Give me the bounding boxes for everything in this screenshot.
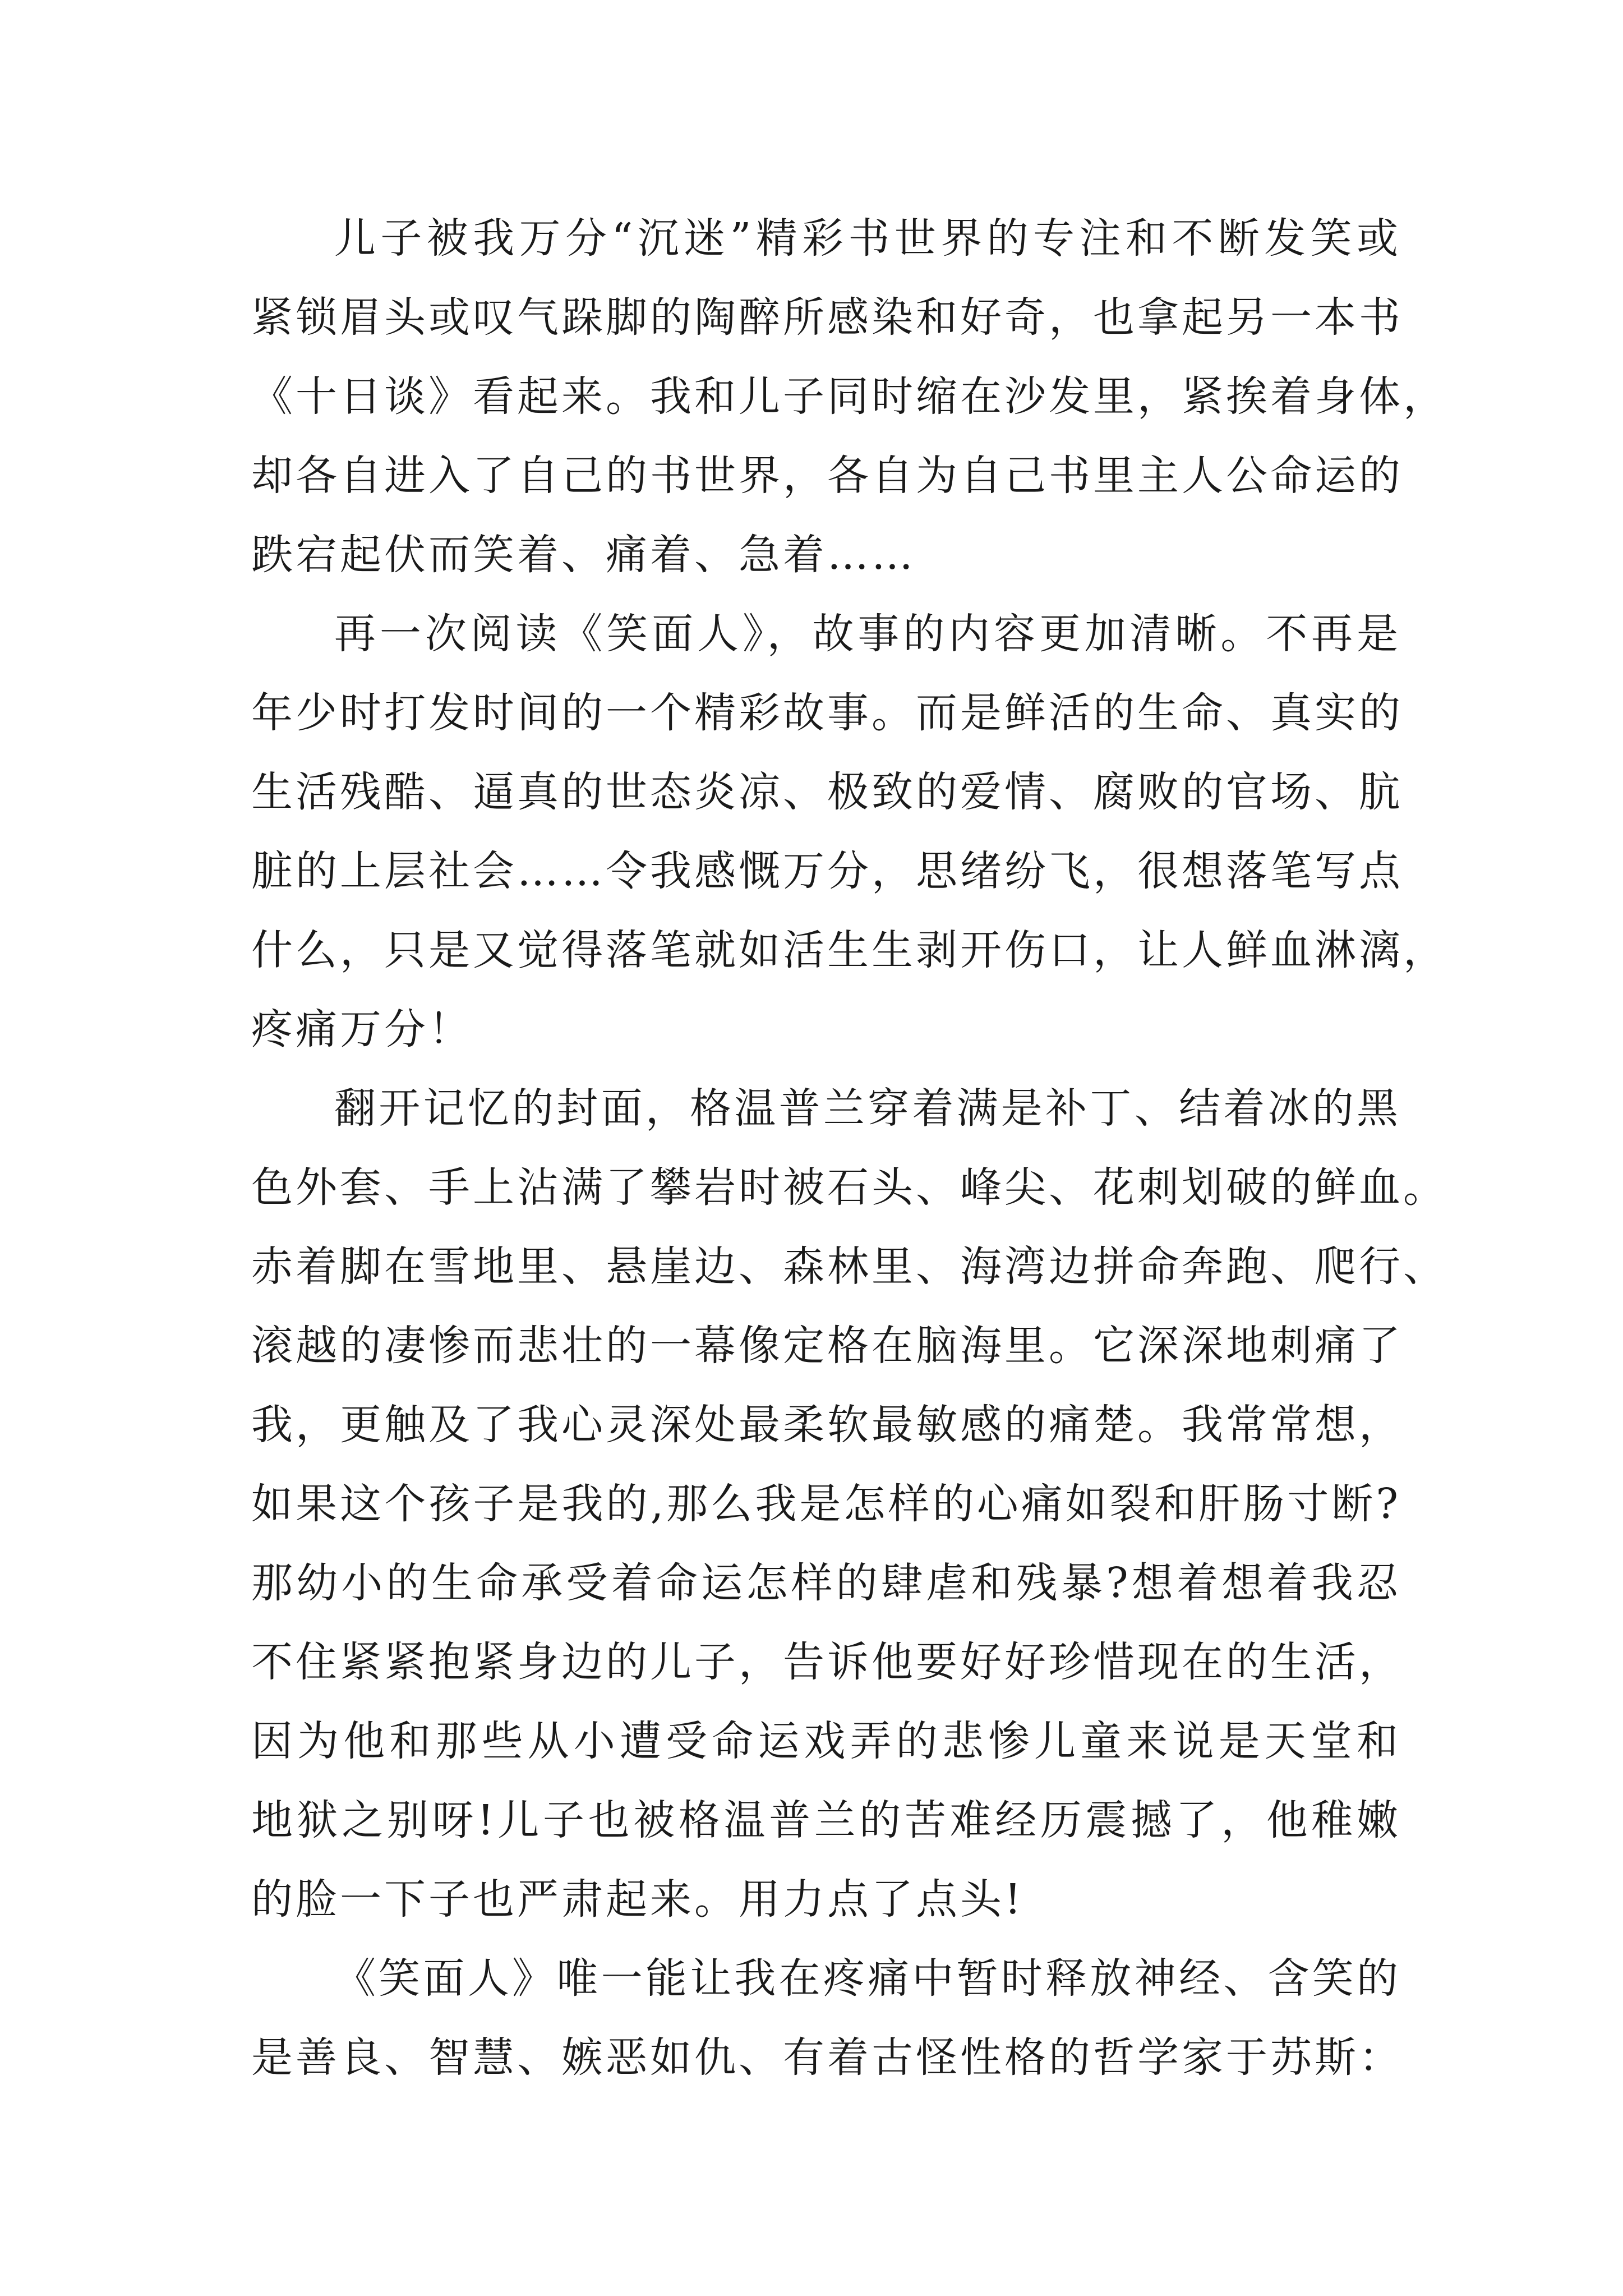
paragraph-2: [251, 595, 1447, 1069]
text-line: 再一次阅读《笑面人》，故事的内容更加清晰。不再是: [334, 610, 1401, 658]
text-line: 翻开记忆的封面，格温普兰穿着满是补丁、结着冰的黑: [334, 1084, 1401, 1133]
text-line: 年少时打发时间的一个精彩故事。而是鲜活的生命、真实的: [251, 689, 1403, 737]
text-line: 是善良、智慧、嫉恶如仇、有着古怪性格的哲学家于苏斯：: [251, 2033, 1403, 2082]
text-line: 脏的上层社会……令我感慨万分，思绪纷飞，很想落笔写点: [251, 847, 1403, 895]
text-line: 什么，只是又觉得落笔就如活生生剥开伤口，让人鲜血淋漓，: [251, 926, 1447, 974]
text-line: 《笑面人》唯一能让我在疼痛中暂时释放神经、含笑的: [334, 1954, 1401, 2003]
text-line: 疼痛万分！: [251, 1005, 473, 1053]
text-line: 生活残酷、逼真的世态炎凉、极致的爱情、腐败的官场、肮: [251, 768, 1403, 816]
text-line: 赤着脚在雪地里、悬崖边、森林里、海湾边拼命奔跑、爬行、: [251, 1243, 1447, 1291]
document-body: [251, 199, 1447, 2097]
text-line: 的脸一下子也严肃起来。用力点了点头!: [251, 1875, 1024, 1924]
paragraph-4: [251, 1939, 1401, 2097]
text-line: 如果这个孩子是我的,那么我是怎样的心痛如裂和肝肠寸断?: [251, 1480, 1401, 1528]
paragraph-1: [251, 199, 1447, 595]
text-line: 我，更触及了我心灵深处最柔软最敏感的痛楚。我常常想，: [251, 1401, 1403, 1449]
text-line: 儿子被我万分“沉迷”精彩书世界的专注和不断发笑或: [334, 214, 1401, 263]
text-line: 却各自进入了自己的书世界，各自为自己书里主人公命运的: [251, 452, 1403, 500]
text-line: 滚越的凄惨而悲壮的一幕像定格在脑海里。它深深地刺痛了: [251, 1322, 1403, 1370]
text-line: 因为他和那些从小遭受命运戏弄的悲惨儿童来说是天堂和: [251, 1717, 1401, 1765]
text-line: 色外套、手上沾满了攀岩时被石头、峰尖、花刺划破的鲜血。: [251, 1163, 1447, 1212]
text-line: 紧锁眉头或叹气跺脚的陶醉所感染和好奇，也拿起另一本书: [251, 293, 1403, 342]
paragraph-3: [251, 1069, 1447, 1939]
text-line: 跌宕起伏而笑着、痛着、急着……: [251, 531, 916, 579]
text-line: 那幼小的生命承受着命运怎样的肆虐和残暴?想着想着我忍: [251, 1559, 1401, 1607]
text-line: 地狱之别呀!儿子也被格温普兰的苦难经历震撼了，他稚嫩: [251, 1796, 1401, 1844]
text-line: 不住紧紧抱紧身边的儿子，告诉他要好好珍惜现在的生活，: [251, 1638, 1403, 1686]
text-line: 《十日谈》看起来。我和儿子同时缩在沙发里，紧挨着身体，: [251, 372, 1447, 421]
